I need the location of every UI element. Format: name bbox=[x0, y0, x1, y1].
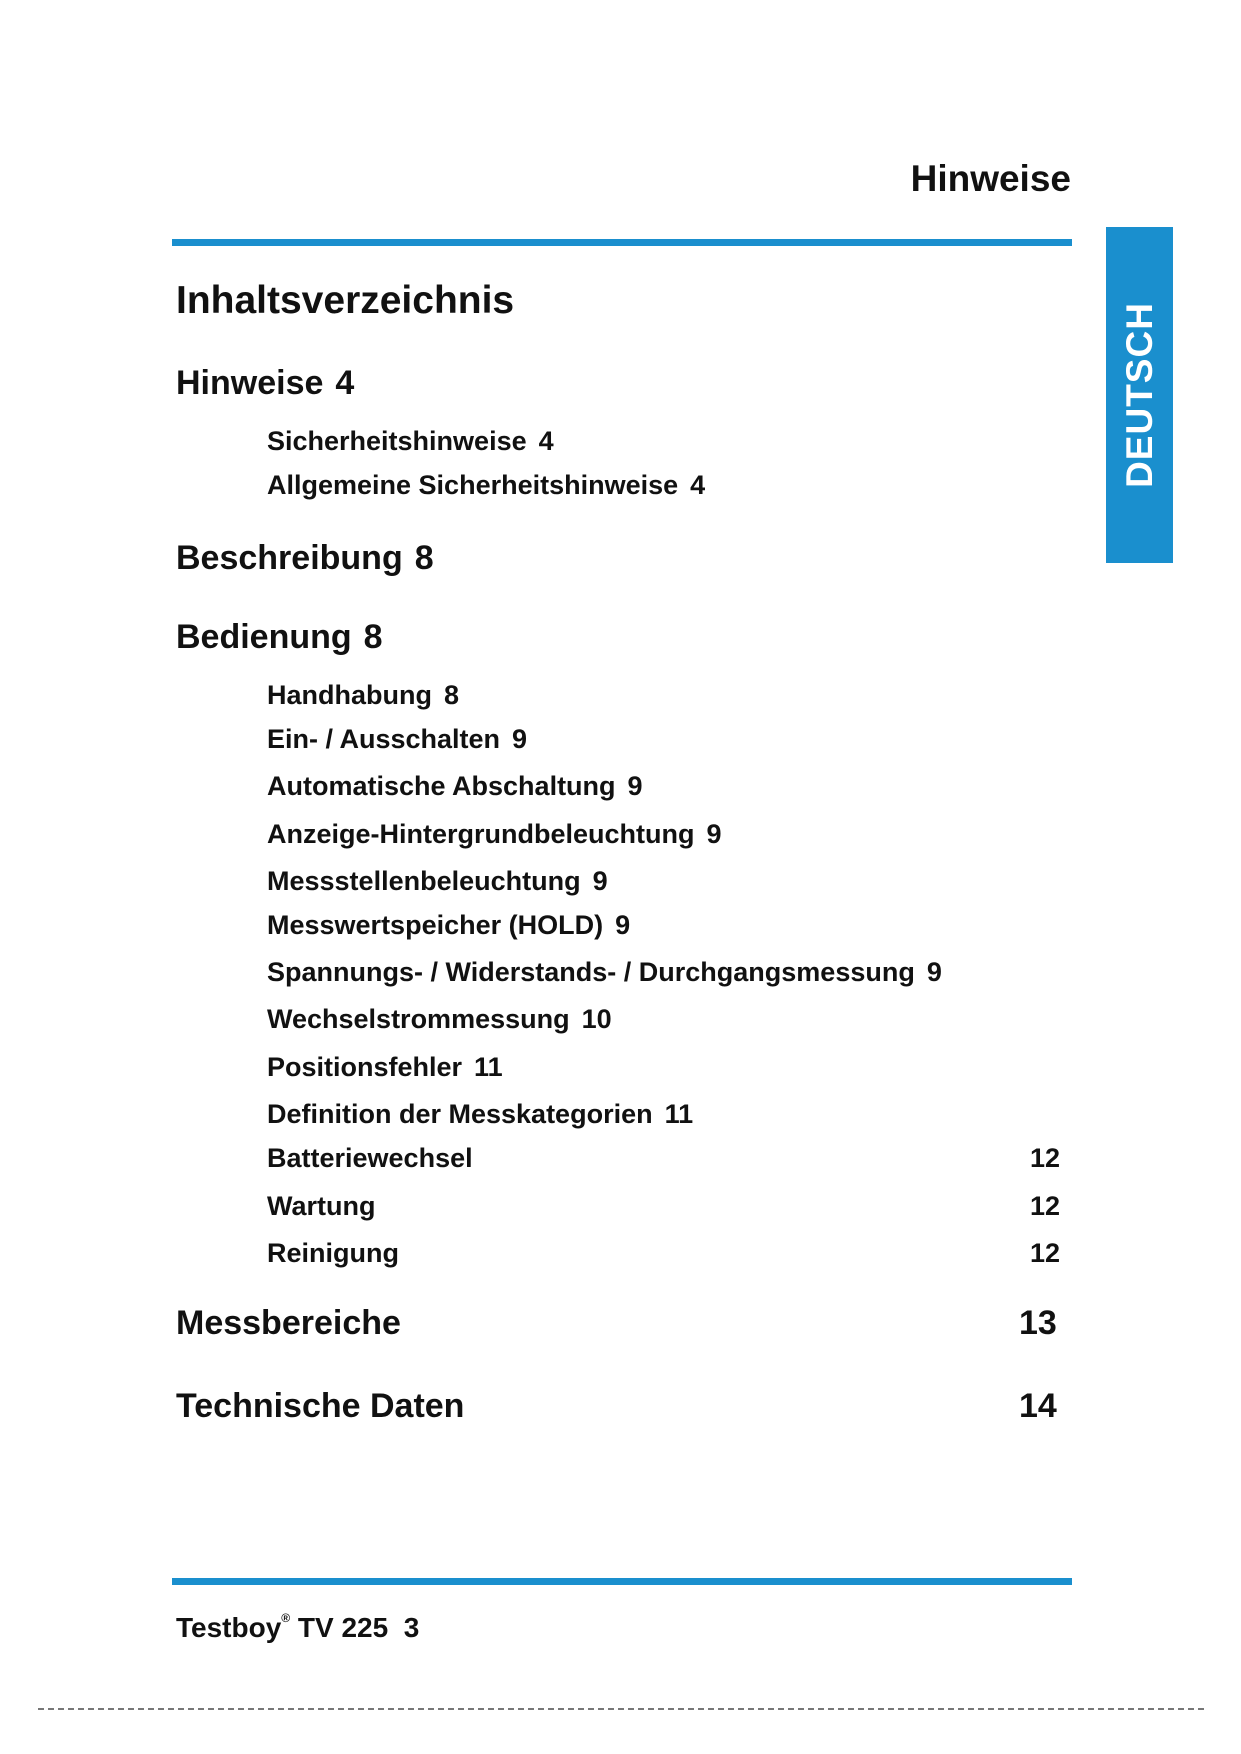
toc-entry-title: Ein- / Ausschalten bbox=[267, 724, 501, 754]
toc-entry-page: 9 bbox=[706, 819, 722, 849]
toc-entry-page: 9 bbox=[615, 910, 631, 940]
toc-entry bbox=[176, 620, 383, 654]
toc-entry-page: 8 bbox=[443, 680, 460, 710]
toc-entry-title: Technische Daten bbox=[176, 1387, 465, 1425]
toc-subentry bbox=[267, 726, 527, 753]
language-tab-label: DEUTSCH bbox=[1118, 302, 1160, 488]
toc-entry-page: 12 bbox=[1030, 1143, 1061, 1173]
scan-edge-line bbox=[38, 1708, 1204, 1710]
toc-entry-page: 11 bbox=[664, 1099, 694, 1129]
toc-entry-title: Definition der Messkategorien bbox=[267, 1099, 653, 1129]
toc-entry-title: Messwertspeicher (HOLD) bbox=[267, 910, 604, 940]
toc-subentry bbox=[267, 1101, 693, 1128]
toc-entry-title: Allgemeine Sicherheitshinweise bbox=[267, 470, 679, 500]
toc-entry-page: 9 bbox=[926, 957, 942, 987]
toc-entry-title: Automatische Abschaltung bbox=[267, 771, 616, 801]
toc-subentry bbox=[267, 472, 705, 499]
footer-page-number: 3 bbox=[403, 1612, 420, 1643]
toc-entry-title: Anzeige-Hintergrundbeleuchtung bbox=[267, 819, 695, 849]
toc-subentry bbox=[267, 1143, 1061, 1173]
toc-entry-title: Sicherheitshinweise bbox=[267, 426, 527, 456]
toc-entry-title: Batteriewechsel bbox=[267, 1143, 473, 1173]
toc-entry-title: Messstellenbeleuchtung bbox=[267, 866, 581, 896]
footer-divider bbox=[172, 1578, 1072, 1585]
toc-entry-page: 12 bbox=[1030, 1238, 1061, 1268]
toc-subentry bbox=[267, 912, 630, 939]
toc-subentry bbox=[267, 428, 554, 455]
toc-entry-page: 4 bbox=[335, 364, 355, 402]
toc-subentry bbox=[267, 1191, 1061, 1221]
toc-entry-page: 4 bbox=[690, 470, 706, 500]
toc-entry-page: 10 bbox=[581, 1004, 612, 1034]
toc-entry-page: 8 bbox=[414, 539, 434, 577]
toc-entry-title: Spannungs- / Widerstands- / Durchgangsmessung bbox=[267, 957, 915, 987]
toc-subentry bbox=[267, 1054, 503, 1081]
toc-entry-page: 9 bbox=[627, 771, 643, 801]
toc-subentry bbox=[267, 821, 722, 848]
toc-entry-title: Wartung bbox=[267, 1191, 376, 1221]
toc-entry-title: Bedienung bbox=[176, 618, 352, 656]
toc-entry bbox=[176, 541, 434, 575]
toc-entry-page: 8 bbox=[363, 618, 383, 656]
toc-subentry bbox=[267, 682, 459, 709]
toc-entry-page: 14 bbox=[1019, 1387, 1057, 1425]
toc-entry-title: Messbereiche bbox=[176, 1304, 401, 1342]
toc-heading: Inhaltsverzeichnis bbox=[176, 279, 515, 322]
header-divider bbox=[172, 239, 1072, 246]
toc-entry-page: 11 bbox=[474, 1052, 503, 1082]
toc-entry-title: Hinweise bbox=[176, 364, 324, 402]
toc-subentry bbox=[267, 1238, 1061, 1268]
footer-brand: Testboy bbox=[176, 1612, 282, 1643]
page-footer bbox=[176, 1611, 420, 1643]
toc-entry-page: 4 bbox=[538, 426, 554, 456]
toc-subentry bbox=[267, 959, 942, 986]
registered-trademark-mark: ® bbox=[281, 1611, 291, 1625]
toc-entry bbox=[176, 1387, 1057, 1425]
toc-entry-title: Beschreibung bbox=[176, 539, 403, 577]
toc-entry bbox=[176, 366, 354, 400]
page-header-title: Hinweise bbox=[910, 158, 1071, 199]
toc-subentry bbox=[267, 1006, 612, 1033]
toc-entry-title: Reinigung bbox=[267, 1238, 399, 1268]
toc-subentry bbox=[267, 868, 608, 895]
toc-entry-title: Handhabung bbox=[267, 680, 432, 710]
toc-entry bbox=[176, 1304, 1057, 1342]
toc-entry-title: Positionsfehler bbox=[267, 1052, 463, 1082]
toc-entry-page: 9 bbox=[512, 724, 528, 754]
language-tab bbox=[1106, 227, 1173, 563]
toc-entry-page: 9 bbox=[592, 866, 608, 896]
footer-model: TV 225 bbox=[297, 1612, 389, 1643]
toc-entry-page: 12 bbox=[1030, 1191, 1061, 1221]
toc-entry-page: 13 bbox=[1019, 1304, 1057, 1342]
toc-entry-title: Wechselstrommessung bbox=[267, 1004, 570, 1034]
toc-subentry bbox=[267, 773, 643, 800]
